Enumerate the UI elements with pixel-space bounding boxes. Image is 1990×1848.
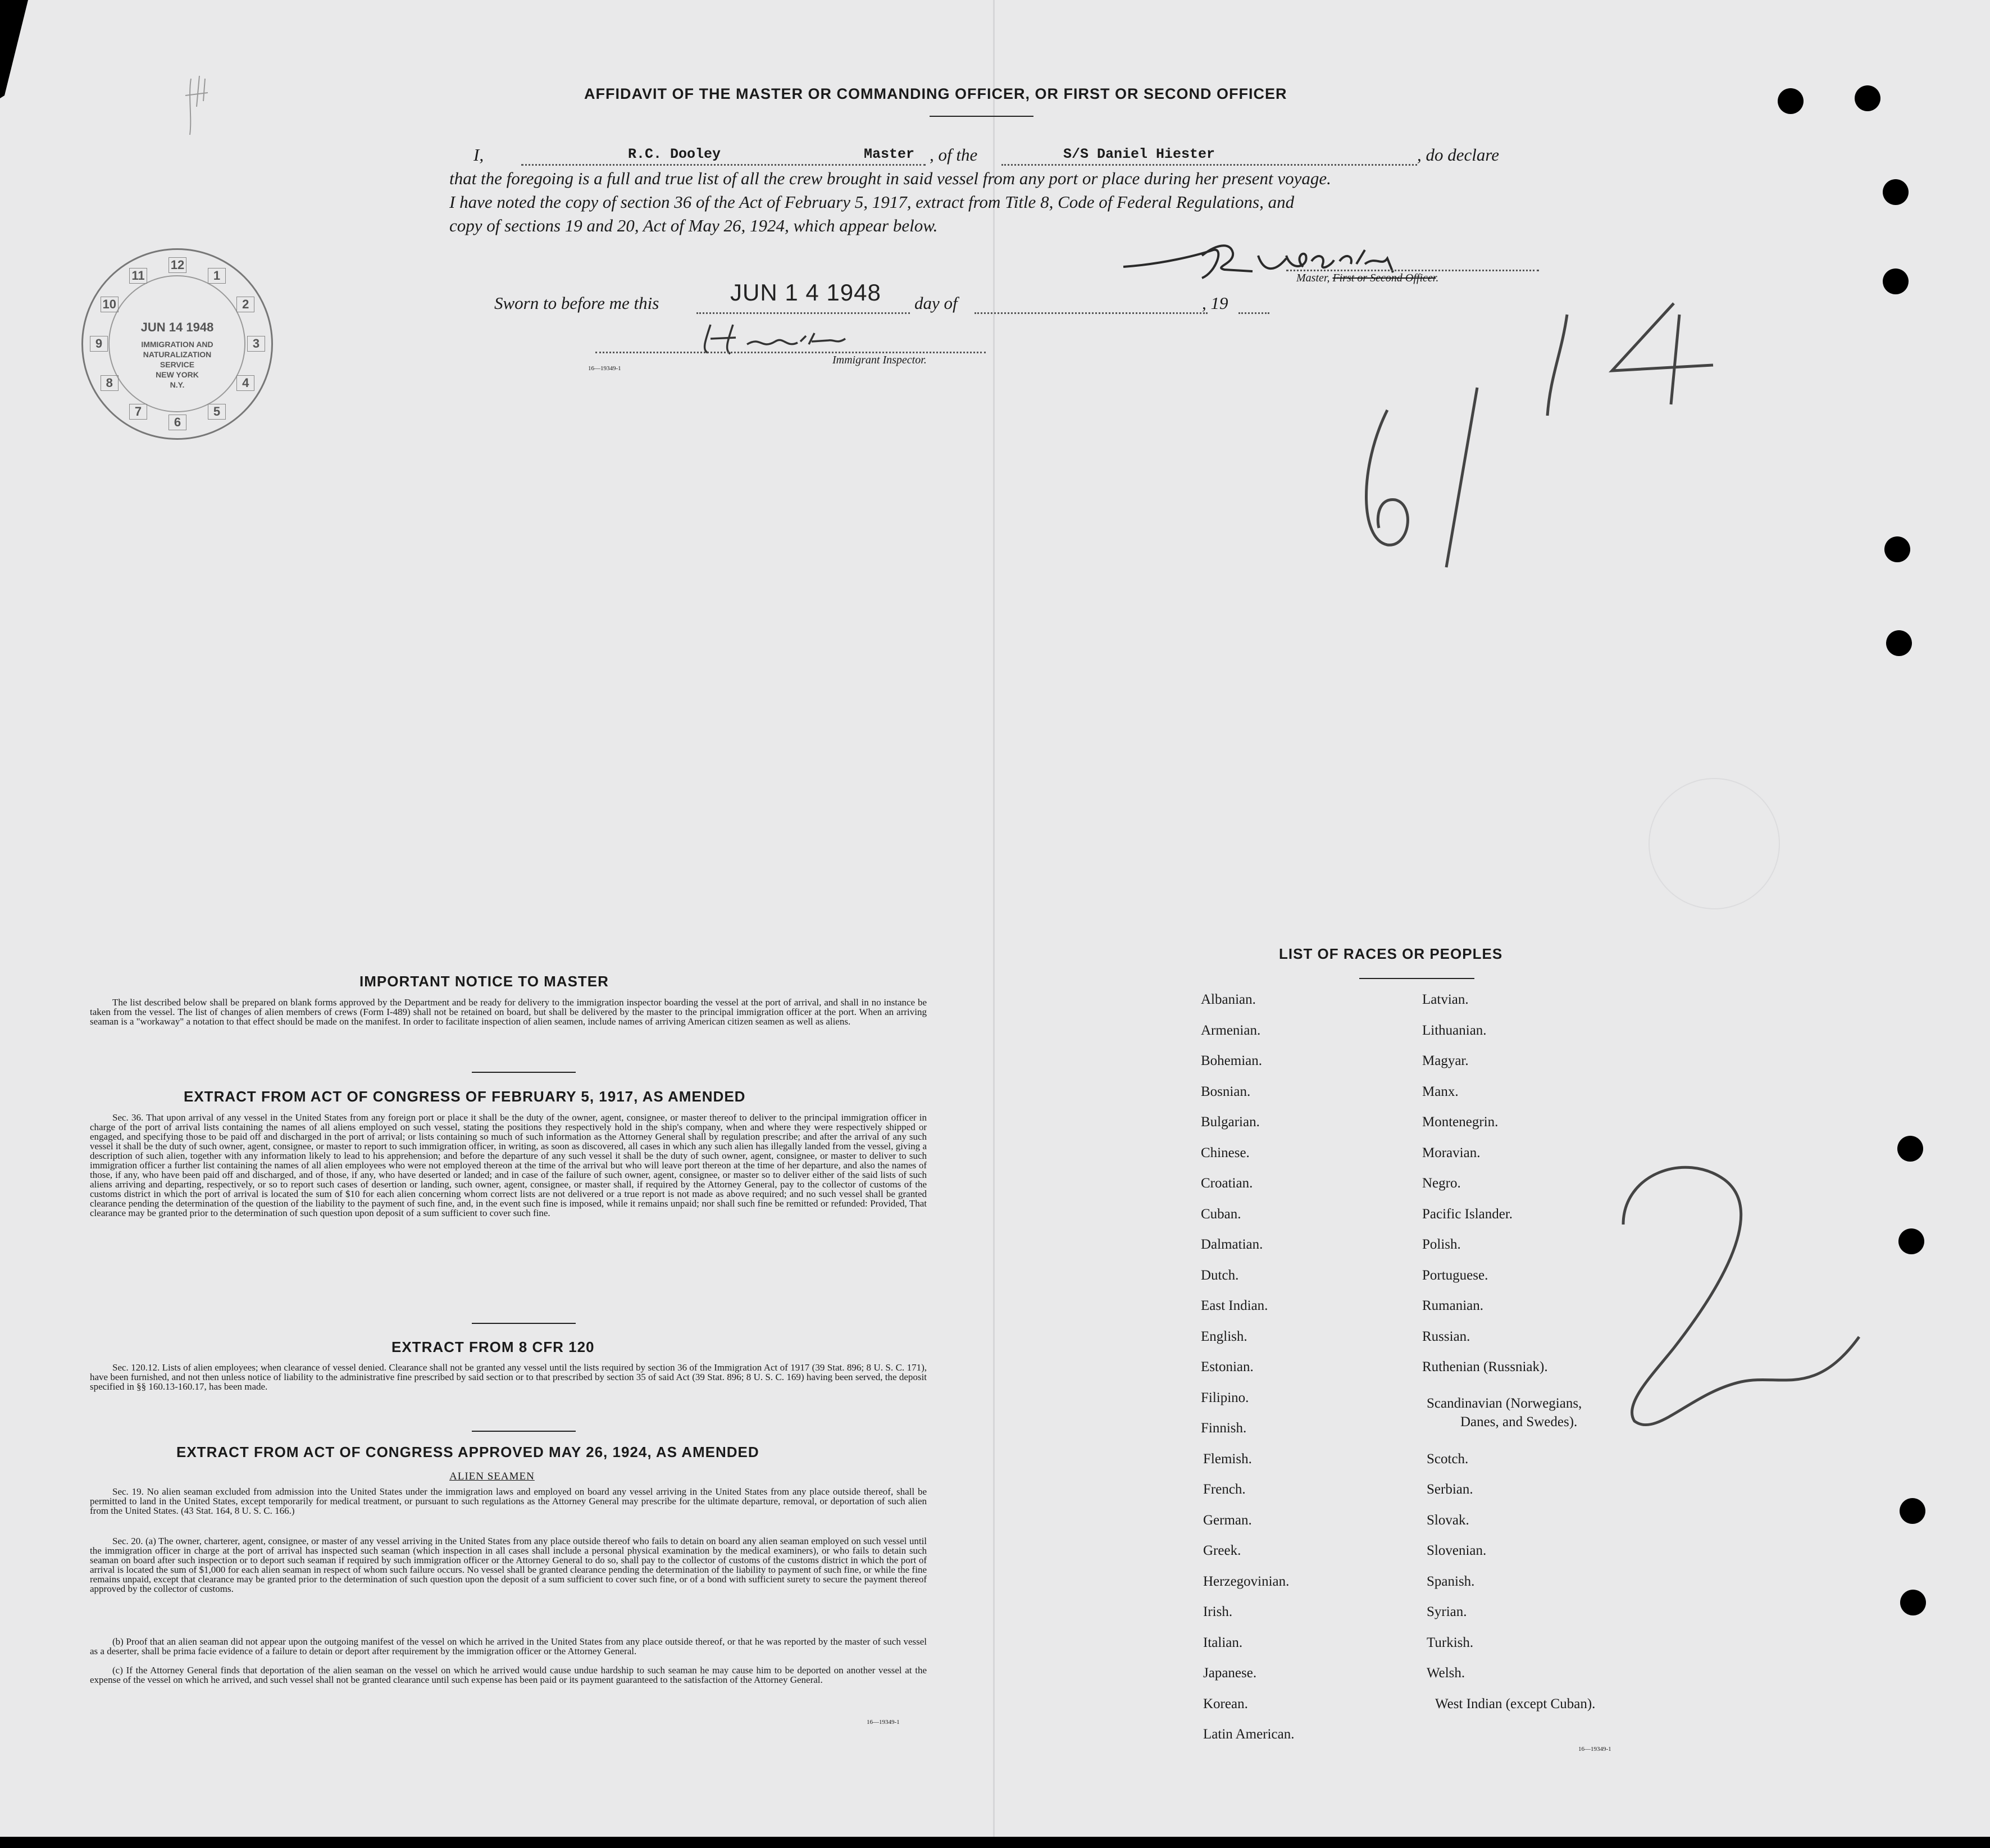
- master-name: R.C. Dooley: [628, 146, 721, 162]
- handwritten-date-6-14: [1348, 281, 1775, 573]
- race-item: Dutch.: [1201, 1267, 1239, 1283]
- rank: Master: [864, 146, 915, 162]
- punch-hole: [1886, 630, 1912, 656]
- handwritten-numeral-2: [1601, 1157, 1882, 1438]
- extract-8cfr-title: EXTRACT FROM 8 CFR 120: [391, 1339, 595, 1355]
- race-item: Armenian.: [1201, 1022, 1261, 1038]
- race-item: Filipino.: [1201, 1390, 1249, 1405]
- inspector-caption: Immigrant Inspector.: [832, 354, 927, 366]
- extract-1917-title: EXTRACT FROM ACT OF CONGRESS OF FEBRUARY 5, 1917, AS AMENDED: [184, 1088, 746, 1105]
- stamp-hour-number: 7: [129, 404, 147, 420]
- race-item: Albanian.: [1201, 992, 1256, 1007]
- races-rule: [1359, 978, 1474, 979]
- race-item: Japanese.: [1203, 1665, 1257, 1681]
- extract-1917-rule: [472, 1323, 576, 1324]
- race-item: Russian.: [1422, 1328, 1470, 1344]
- stamp-hour-number: 10: [101, 297, 119, 312]
- stamp-line-5: N.Y.: [170, 380, 185, 389]
- race-item: Croatian.: [1201, 1176, 1253, 1191]
- stamp-hour-number: 2: [236, 297, 254, 312]
- section-20c: (c) If the Attorney General finds that deportation of the alien seaman on the vessel on which he arrived would cause undue hardship to such seaman he may cause him to be deported on another vessel at the expense of the vessel on which he arrived, and such vessel shall not be granted clearance until such expense has been paid or its payment guaranteed to the satisfaction of the Attorney General.: [90, 1665, 927, 1685]
- affidavit-title: AFFIDAVIT OF THE MASTER OR COMMANDING OFFICER, OR FIRST OR SECOND OFFICER: [584, 85, 1287, 102]
- declaration-line-4: copy of sections 19 and 20, Act of May 26, 1924, which appear below.: [449, 216, 938, 235]
- race-item: Irish.: [1203, 1604, 1233, 1619]
- races-form-code: 16—19349-1: [1578, 1746, 1611, 1753]
- race-item: German.: [1203, 1512, 1252, 1528]
- race-item: Portuguese.: [1422, 1267, 1488, 1283]
- year-line: [1238, 312, 1269, 314]
- race-item: Slovak.: [1427, 1512, 1469, 1528]
- punch-hole: [1884, 536, 1910, 562]
- race-item: Manx.: [1422, 1084, 1459, 1099]
- punch-hole: [1883, 179, 1909, 205]
- race-item: Lithuanian.: [1422, 1022, 1487, 1038]
- race-item: Pacific Islander.: [1422, 1206, 1513, 1222]
- fold-crease: [993, 0, 995, 1837]
- signature-line: [1286, 270, 1539, 271]
- extract-1917-body: Sec. 36. That upon arrival of any vessel in the United States from any foreign port or place it shall be the duty of the owner, agent, consignee, or master thereof to deliver to the principal immigration officer in charge of the port of arrival lists containing the names of all aliens employed on such vessel, stating the positions they respectively hold in the ship's company, when and where they were respectively shipped or engaged, and specifying those to be paid off and discharged in the port of arrival; or lists containing so much of such information as the Attorney General shall by regulation prescribe; and after the arrival of any such vessel it shall be the duty of such owner, agent, consignee, or master to report to such immigration officer, in writing, as soon as discovered, all cases in which any such alien has illegally landed from the vessel, giving a description of such alien, together with any information likely to lead to his apprehension; and before the departure of any such vessel it shall be the duty of such owner, agent, consignee, or master to deliver to such immigration officer a further list containing the names of all alien employees who were not employed thereon at the time of the arrival but who will leave port thereon at the time of her departure, and also the names of those, if any, who have been paid off and discharged, and of those, if any, who have deserted or landed; and in case of the failure of such owner, agent, consignee, or master so to deliver either of the said lists of such aliens arriving and departing, respectively, or so to report such cases of desertion or landing, such owner, agent, consignee, or master shall, if required by the Attorney General, pay to the collector of customs of the customs district in which the port of arrival is located the sum of $10 for each alien concerning whom correct lists are not delivered or a true report is not made as above required; and no such vessel shall be granted clearance pending the determination of the question of the liability to the payment of such fine, and, in the event such fine is imposed, while it remains unpaid; nor shall such fine be remitted or refunded: Provided, That clearance may be granted prior to the determination of such question upon deposit of a sum sufficient to cover such fine.: [90, 1112, 927, 1218]
- section-20a: Sec. 20. (a) The owner, charterer, agent, consignee, or master of any vessel arriving in the United States from any place outside thereof who fails to detain on board any alien seaman employed on such vessel until the immigration officer in charge at the port of arrival has inspected such seaman (which inspection in all cases shall include a personal physical examination by the medical examiners), or who fails to detain such seaman on board after such inspection or to deport such seaman if required by such immigration officer or the Attorney General to do so, shall pay to the collector of customs of the customs district in which the port of arrival is located the sum of $1,000 for each alien seaman in respect of whom such failure occurs. No vessel shall be granted clearance pending the determination of the liability to payment of such fine, or while the fine remains unpaid, except that clearance may be granted prior to the determination of such question upon the deposit of a sum sufficient to cover such fine, or of a bond with sufficient surety to secure the payment thereof approved by the collector of customs.: [90, 1536, 927, 1594]
- race-item: East Indian.: [1201, 1298, 1268, 1313]
- race-item: Scandinavian (Norwegians,: [1427, 1396, 1582, 1412]
- declaration-line-2: that the foregoing is a full and true list of all the crew brought in said vessel from any port or place during her present voyage.: [449, 169, 1331, 188]
- declaration-line-1: [473, 145, 1518, 167]
- punch-hole: [1900, 1498, 1925, 1524]
- race-item: Polish.: [1422, 1237, 1461, 1252]
- race-item: English.: [1201, 1328, 1247, 1344]
- race-item: Flemish.: [1203, 1451, 1252, 1467]
- race-item: Korean.: [1203, 1696, 1248, 1712]
- month-line: [974, 312, 1208, 314]
- race-item: Turkish.: [1427, 1635, 1474, 1650]
- of-the-text: , of the: [930, 145, 978, 165]
- race-item: Serbian.: [1427, 1482, 1473, 1497]
- year-label: , 19: [1202, 293, 1228, 313]
- race-item: Herzegovinian.: [1203, 1573, 1290, 1589]
- race-item: Bohemian.: [1201, 1053, 1263, 1068]
- race-item: Finnish.: [1201, 1421, 1247, 1436]
- signature-caption: Master, First or Second Officer.: [1296, 272, 1439, 284]
- do-declare-text: , do declare: [1417, 145, 1500, 165]
- embossed-seal: [1649, 778, 1780, 909]
- sworn-date-line: [696, 312, 910, 314]
- stamp-hour-number: 1: [208, 268, 226, 284]
- section-20b: (b) Proof that an alien seaman did not appear upon the outgoing manifest of the vessel on which he arrived in the United States from any place outside thereof, or that he was reported by the master of such vessel as a deserter, shall be prima facie evidence of a failure to detain or deport after requirement by the immigration officer or the Attorney General.: [90, 1636, 927, 1656]
- name-field-line: [521, 164, 926, 166]
- scandinavian-continuation: Danes, and Swedes).: [1460, 1414, 1578, 1430]
- race-item: Chinese.: [1201, 1145, 1250, 1160]
- stamp-line-1: IMMIGRATION AND: [141, 340, 213, 349]
- race-item: Magyar.: [1422, 1053, 1469, 1068]
- race-item: West Indian (except Cuban).: [1435, 1696, 1596, 1712]
- stamp-line-2: NATURALIZATION: [143, 350, 212, 359]
- punch-hole: [1900, 1590, 1926, 1615]
- extract-8cfr-body: Sec. 120.12. Lists of alien employees; when clearance of vessel denied. Clearance shall not be granted any vessel until the lists required by section 36 of the Immigration Act of 1917 (39 Stat. 896; 8 U. S. C. 171), have been furnished, and not then unless notice of liability to the administrative fine prescribed by said section or to that prescribed by section 35 of said Act (39 Stat. 896; 8 U. S. C. 169) having been served, the deposit specified in §§ 160.13-160.17, has been made.: [90, 1362, 927, 1392]
- stamp-line-3: SERVICE: [160, 360, 195, 369]
- race-item: Dalmatian.: [1201, 1237, 1263, 1252]
- vessel-name: S/S Daniel Hiester: [1063, 146, 1215, 162]
- section-19: Sec. 19. No alien seaman excluded from admission into the United States under the immigration laws and employed on board any vessel arriving in the United States from any place outside thereof, shall be permitted to land in the United States, except temporarily for medical treatment, or pursuant to such regulations as the Attorney General may prescribe for the ultimate departure, removal, or deportation of such alien from the United States. (43 Stat. 164, 8 U. S. C. 166.): [90, 1486, 927, 1516]
- sworn-label: Sworn to before me this: [494, 293, 659, 313]
- race-item: Estonian.: [1201, 1359, 1254, 1374]
- notice-title: IMPORTANT NOTICE TO MASTER: [359, 973, 609, 990]
- stamp-date: JUN 14 1948: [140, 320, 214, 334]
- race-item: Italian.: [1203, 1635, 1243, 1650]
- stamp-hour-number: 6: [169, 415, 186, 430]
- race-item: Syrian.: [1427, 1604, 1467, 1619]
- extract-form-code: 16—19349-1: [867, 1719, 900, 1726]
- race-item: Negro.: [1422, 1176, 1461, 1191]
- race-item: Welsh.: [1427, 1665, 1465, 1681]
- race-item: Latin American.: [1203, 1727, 1295, 1742]
- day-of-label: day of: [914, 293, 958, 313]
- stamp-hour-number: 8: [101, 375, 119, 391]
- alien-seamen-subtitle: ALIEN SEAMEN: [449, 1471, 535, 1482]
- punch-hole: [1883, 268, 1909, 294]
- punch-hole: [1898, 1228, 1924, 1254]
- race-item: Greek.: [1203, 1543, 1241, 1558]
- extract-8cfr-rule: [472, 1431, 576, 1432]
- caption-master: Master,: [1296, 272, 1330, 284]
- race-item: Cuban.: [1201, 1206, 1241, 1222]
- caption-struck: First or Second Officer: [1332, 272, 1436, 284]
- races-title: LIST OF RACES OR PEOPLES: [1279, 945, 1503, 962]
- stamp-hour-number: 3: [247, 336, 265, 352]
- extract-1924-title: EXTRACT FROM ACT OF CONGRESS APPROVED MAY 26, 1924, AS AMENDED: [176, 1444, 759, 1460]
- race-item: Scotch.: [1427, 1451, 1469, 1467]
- race-item: Latvian.: [1422, 992, 1469, 1007]
- punch-hole: [1897, 1136, 1923, 1162]
- race-item: Montenegrin.: [1422, 1114, 1499, 1130]
- intro-text: I,: [473, 145, 484, 165]
- stamp-hour-number: 5: [208, 404, 226, 420]
- stamp-hour-number: 12: [169, 257, 186, 273]
- pencil-tally: [180, 73, 213, 140]
- race-item: Ruthenian (Russniak).: [1422, 1359, 1548, 1374]
- torn-corner: [0, 0, 67, 101]
- vessel-field-line: [1001, 164, 1417, 166]
- race-item: Rumanian.: [1422, 1298, 1484, 1313]
- race-item: Spanish.: [1427, 1573, 1475, 1589]
- stamp-line-4: NEW YORK: [156, 370, 199, 379]
- race-item: Bulgarian.: [1201, 1114, 1260, 1130]
- declaration-line-3: I have noted the copy of section 36 of the Act of February 5, 1917, extract from Title 8, Code of Federal Regulations, and: [449, 192, 1295, 212]
- inspector-line: [595, 352, 986, 353]
- punch-hole: [1778, 88, 1804, 114]
- notice-rule: [472, 1072, 576, 1073]
- stamp-hour-number: 4: [236, 375, 254, 391]
- race-item: French.: [1203, 1482, 1246, 1497]
- immigration-stamp: [81, 248, 273, 440]
- stamp-hour-number: 11: [129, 268, 147, 284]
- punch-hole: [1855, 85, 1880, 111]
- notice-body: The list described below shall be prepared on blank forms approved by the Department and be ready for delivery to the immigration inspector boarding the vessel at the port of arrival, and shall in no instance be taken from the vessel. The list of changes of alien members of crews (Form I-489) shall not be retained on board, but shall be delivered by the master to the principal immigration officer at the port. When an arriving seaman is a "workaway" a notation to that effect should be made on the manifest. In order to facilitate inspection of alien seamen, include names of arriving American citizen seamen as well as aliens.: [90, 997, 927, 1027]
- race-item: Slovenian.: [1427, 1543, 1487, 1558]
- race-item: Moravian.: [1422, 1145, 1481, 1160]
- title-rule: [930, 116, 1033, 117]
- stamp-hour-number: 9: [90, 336, 108, 352]
- sworn-date-stamp: JUN 1 4 1948: [730, 279, 881, 306]
- affidavit-form-code: 16—19349-1: [588, 365, 621, 372]
- race-item: Bosnian.: [1201, 1084, 1251, 1099]
